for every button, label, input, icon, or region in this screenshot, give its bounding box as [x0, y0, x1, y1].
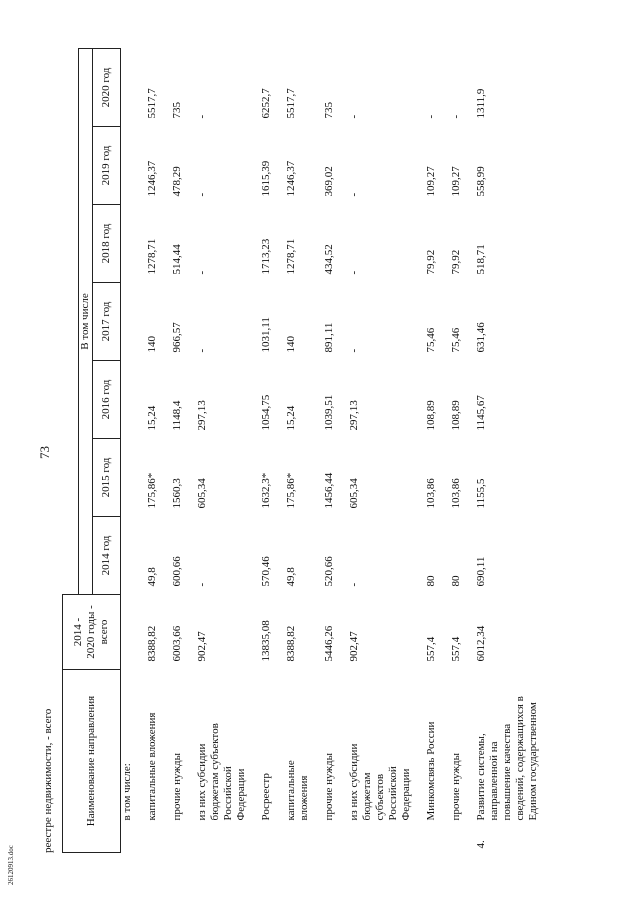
cell-value: 79,92: [425, 249, 437, 275]
cell-value: [121, 49, 135, 127]
cell-value: 8388,82: [285, 625, 297, 662]
cell-value: 75,46: [425, 327, 437, 353]
header-year: 2014 год: [93, 517, 121, 595]
row-number: [121, 825, 135, 853]
row-name: [260, 670, 273, 825]
row-name-line: Минкомсвязь России: [425, 721, 437, 821]
row-name-line: Российской: [222, 766, 234, 821]
cell-value: [121, 127, 135, 205]
row-name-line: капитальные: [285, 760, 297, 821]
cell-value: [121, 439, 135, 517]
cell-value: 109,27: [425, 166, 437, 197]
row-number: [323, 825, 336, 853]
row-name: [450, 670, 463, 825]
cell-value: 557,4: [450, 636, 462, 662]
cell-value: -: [196, 192, 208, 197]
cell-value: 80: [450, 575, 462, 587]
header-year: 2017 год: [93, 283, 121, 361]
cell-value: 605,34: [196, 478, 208, 509]
row-name: [323, 670, 336, 825]
header-year: 2015 год: [93, 439, 121, 517]
cell-value: 570,46: [260, 556, 272, 587]
row-name-line: из них субсидии: [348, 743, 360, 821]
cell-value: -: [348, 192, 360, 197]
cell-value: 1278,71: [285, 238, 297, 275]
cell-value: -: [196, 270, 208, 275]
row-number: [171, 825, 184, 853]
row-spacer: [248, 49, 260, 853]
budget-table: [62, 48, 540, 853]
header-name: Наименование направления: [63, 670, 121, 853]
cell-value: 80: [425, 575, 437, 587]
cell-value: 1311,9: [475, 88, 487, 119]
cell-value: 5446,26: [323, 625, 335, 662]
cell-value: 520,66: [323, 556, 335, 587]
cell-value: -: [348, 348, 360, 353]
row-name-line: Российской: [387, 766, 399, 821]
cell-value: 6003,66: [171, 625, 183, 662]
side-text-line: реестре недвижимости, - всего: [42, 708, 54, 853]
row-name-line: вложения: [298, 775, 310, 821]
cell-value: 297,13: [196, 400, 208, 431]
cell-value: 49,8: [146, 567, 158, 587]
row-number: [425, 825, 438, 853]
row-number: 4.: [475, 840, 487, 849]
cell-value: [121, 361, 135, 439]
row-name-line: Федерации: [400, 768, 412, 821]
table-row: [260, 49, 273, 853]
cell-value: 5517,7: [146, 88, 158, 119]
table-row: [475, 49, 540, 853]
cell-value: -: [348, 114, 360, 119]
row-spacer: [159, 49, 171, 853]
cell-value: 514,44: [171, 244, 183, 275]
cell-value: 15,24: [285, 405, 297, 431]
table-row: [285, 49, 311, 853]
cell-value: -: [450, 114, 462, 119]
row-name: [285, 670, 311, 825]
row-name-line: бюджетам субъектов: [209, 723, 221, 821]
row-spacer: [311, 49, 323, 853]
document-footer: 26120913.doc: [7, 845, 15, 885]
row-name: [348, 670, 413, 825]
cell-value: 902,47: [196, 631, 208, 662]
cell-value: -: [196, 582, 208, 587]
cell-value: 6012,34: [475, 625, 487, 662]
table-row: [171, 49, 184, 853]
cell-value: 13835,08: [260, 620, 272, 662]
row-spacer: [438, 49, 450, 853]
cell-value: 1039,51: [323, 394, 335, 431]
cell-value: 108,89: [450, 400, 462, 431]
row-name-line: в том числе:: [121, 763, 133, 821]
cell-value: 1456,44: [323, 472, 335, 509]
cell-value: 1148,4: [171, 400, 183, 431]
row-spacer: [134, 49, 146, 853]
cell-value: 369,02: [323, 166, 335, 197]
row-number: [285, 825, 311, 853]
cell-value: 5517,7: [285, 88, 297, 119]
cell-value: 297,13: [348, 400, 360, 431]
cell-value: 1278,71: [146, 238, 158, 275]
row-name: [196, 670, 248, 825]
cell-value: 140: [146, 336, 158, 353]
row-spacer: [184, 49, 196, 853]
cell-value: 175,86*: [285, 472, 297, 509]
cell-value: 518,71: [475, 244, 487, 275]
cell-value: 175,86*: [146, 472, 158, 509]
cell-value: -: [348, 270, 360, 275]
row-name-line: из них субсидии: [196, 743, 208, 821]
row-name: [146, 670, 159, 825]
cell-value: [121, 517, 135, 595]
cell-value: 109,27: [450, 166, 462, 197]
page-number: 73: [37, 446, 52, 459]
row-name-line: направленной на: [488, 741, 500, 821]
table-row: [146, 49, 159, 853]
cell-value: 557,4: [425, 636, 437, 662]
row-spacer: [336, 49, 348, 853]
row-number: [450, 825, 463, 853]
cell-value: 478,29: [171, 166, 183, 197]
cell-value: [121, 205, 135, 283]
row-name: [171, 670, 184, 825]
table-row: [196, 49, 248, 853]
row-spacer: [463, 49, 475, 853]
cell-value: 1145,67: [475, 395, 487, 431]
row-name-line: Федерации: [235, 768, 247, 821]
cell-value: -: [196, 348, 208, 353]
cell-value: -: [425, 114, 437, 119]
row-name-line: прочие нужды: [171, 753, 183, 821]
row-name-line: Едином государственном: [527, 702, 539, 821]
header-total: 2014 - 2020 годы - всего: [63, 595, 121, 670]
cell-value: 1155,5: [475, 478, 487, 509]
cell-value: 15,24: [146, 405, 158, 431]
table-row: [121, 49, 135, 853]
row-name-line: повышение качества: [501, 723, 513, 821]
cell-value: 434,52: [323, 244, 335, 275]
cell-value: [121, 595, 135, 670]
row-name-line: прочие нужды: [450, 753, 462, 821]
header-year: 2020 год: [93, 49, 121, 127]
cell-value: 1560,3: [171, 478, 183, 509]
row-name-line: прочие нужды: [323, 753, 335, 821]
cell-value: 902,47: [348, 631, 360, 662]
cell-value: 1054,75: [260, 394, 272, 431]
cell-value: 75,46: [450, 327, 462, 353]
cell-value: 605,34: [348, 478, 360, 509]
cell-value: 6252,7: [260, 88, 272, 119]
cell-value: 735: [323, 102, 335, 119]
row-name-line: капитальные вложения: [146, 712, 158, 821]
cell-value: 600,66: [171, 556, 183, 587]
cell-value: 1246,37: [146, 160, 158, 197]
row-number: [348, 825, 413, 853]
header-year: 2018 год: [93, 205, 121, 283]
row-name: [425, 670, 438, 825]
table-row: [450, 49, 463, 853]
cell-value: [121, 283, 135, 361]
cell-value: 103,86: [425, 478, 437, 509]
cell-value: 558,99: [475, 166, 487, 197]
row-name-line: Развитие системы,: [475, 733, 487, 821]
row-name-line: сведений, содержащихся в: [514, 696, 526, 821]
row-name-line: субъектов: [374, 773, 386, 821]
cell-value: 79,92: [450, 249, 462, 275]
cell-value: 103,86: [450, 478, 462, 509]
cell-value: 966,57: [171, 322, 183, 353]
table-body: [121, 49, 541, 853]
cell-value: -: [196, 114, 208, 119]
row-number: [260, 825, 273, 853]
header-group: В том числе: [79, 49, 93, 595]
header-year: 2019 год: [93, 127, 121, 205]
row-name: [121, 670, 135, 825]
row-name-line: бюджетам: [361, 772, 373, 821]
cell-value: 1615,39: [260, 160, 272, 197]
cell-value: 891,11: [323, 322, 335, 353]
row-spacer: [273, 49, 285, 853]
cell-value: 140: [285, 336, 297, 353]
cell-value: 1246,37: [285, 160, 297, 197]
cell-value: -: [348, 582, 360, 587]
cell-value: 1632,3*: [260, 472, 272, 509]
table-row: [348, 49, 413, 853]
cell-value: 8388,82: [146, 625, 158, 662]
row-spacer: [413, 49, 425, 853]
cell-value: 735: [171, 102, 183, 119]
cell-value: 108,89: [425, 400, 437, 431]
table-row: [323, 49, 336, 853]
row-number: [146, 825, 159, 853]
row-name-line: Росреестр: [260, 773, 272, 821]
cell-value: 1031,11: [260, 317, 272, 353]
cell-value: 1713,23: [260, 238, 272, 275]
cell-value: 690,11: [475, 556, 487, 587]
row-name: [475, 670, 540, 825]
header-year: 2016 год: [93, 361, 121, 439]
table-row: [425, 49, 438, 853]
cell-value: 49,8: [285, 567, 297, 587]
cell-value: 631,46: [475, 322, 487, 353]
row-number: [196, 825, 248, 853]
